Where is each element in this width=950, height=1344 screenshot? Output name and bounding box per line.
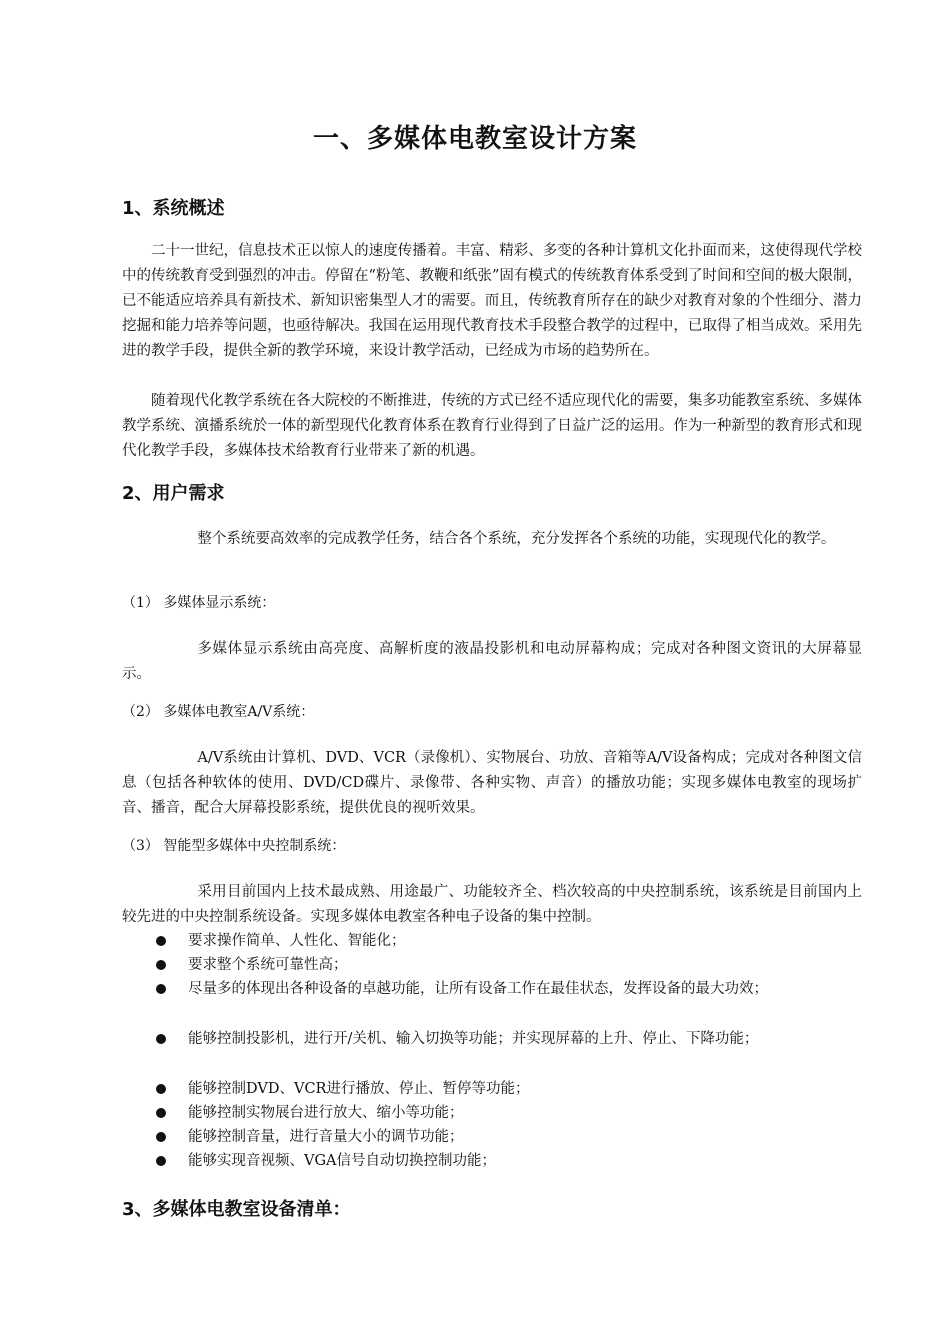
bullet-text: 能够实现音视频、VGA信号自动切换控制功能； (188, 1153, 497, 1169)
bullet-dot-icon (156, 984, 166, 994)
central-control-text: 采用目前国内上技术最成熟、用途最广、功能较齐全、档次较高的中央控制系统，该系统是目前国内上较先进的中央控制系统设备。实现多媒体电教室各种电子设备的集中控制。 (122, 884, 862, 925)
section-heading-overview: 1、系统概述 (122, 198, 225, 219)
bullet-item (122, 953, 862, 977)
bullet-dot-icon (156, 960, 166, 970)
section-heading-equipment-list: 3、多媒体电教室设备清单： (122, 1199, 351, 1220)
overview-paragraph-1: 二十一世纪，信息技术正以惊人的速度传播着。丰富、精彩、多变的各种计算机文化扑面而来，这使得现代学校中的传统教育受到强烈的冲击。停留在“粉笔、教鞭和纸张”固有模式的传统教育体系受到了时间和空间的极大限制，已不能适应培养具有新技术、新知识密集型人才的需要。而且，传统教育所存在的缺少对教育对象的个性细分、潜力挖掘和能力培养等问题，也亟待解决。我国在运用现代教育技术手段整合教学的过程中，已取得了相当成效。采用先进的教学手段，提供全新的教学环境，来设计教学活动，已经成为市场的趋势所在。 (122, 243, 862, 359)
bullet-text: 尽量多的体现出各种设备的卓越功能，让所有设备工作在最佳状态，发挥设备的最大功效； (188, 981, 768, 997)
bullet-dot-icon (156, 1108, 166, 1118)
requirements-intro: 整个系统要高效率的完成教学任务，结合各个系统，充分发挥各个系统的功能，实现现代化的教学。 (197, 531, 836, 547)
bullet-item (122, 929, 862, 953)
bullet-item (122, 1149, 862, 1173)
bullet-item (122, 1077, 862, 1101)
bullet-text: 要求整个系统可靠性高； (188, 957, 348, 973)
requirements-bullet-list (122, 929, 862, 1173)
bullet-text: 能够控制投影机，进行开/关机、输入切换等功能；并实现屏幕的上升、停止、下降功能； (188, 1031, 759, 1047)
bullet-text: 能够控制实物展台进行放大、缩小等功能； (188, 1105, 464, 1121)
overview-paragraph-2: 随着现代化教学系统在各大院校的不断推进，传统的方式已经不适应现代化的需要，集多功能教室系统、多媒体教学系统、演播系统於一体的新型现代化教育体系在教育行业得到了日益广泛的运用。作为一种新型的教育形式和现代化教学手段，多媒体技术给教育行业带来了新的机遇。 (122, 393, 862, 459)
bullet-item (122, 1125, 862, 1149)
bullet-text: 要求操作简单、人性化、智能化； (188, 933, 406, 949)
bullet-dot-icon (156, 1084, 166, 1094)
bullet-item (122, 1027, 862, 1051)
bullet-item (122, 977, 862, 1001)
section-heading-requirements: 2、用户需求 (122, 483, 225, 504)
bullet-dot-icon (156, 1132, 166, 1142)
bullet-text: 能够控制DVD、VCR进行播放、停止、暂停等功能； (188, 1081, 530, 1097)
bullet-dot-icon (156, 1156, 166, 1166)
subheading-display-system: （1） 多媒体显示系统： (122, 595, 276, 611)
bullet-item (122, 1101, 862, 1125)
subheading-av-system: （2） 多媒体电教室A/V系统： (122, 704, 315, 720)
subheading-central-control: （3） 智能型多媒体中央控制系统： (122, 838, 346, 854)
bullet-dot-icon (156, 1034, 166, 1044)
display-system-text: 多媒体显示系统由高亮度、高解析度的液晶投影机和电动屏幕构成；完成对各种图文资讯的大屏幕显示。 (122, 641, 862, 682)
bullet-dot-icon (156, 936, 166, 946)
bullet-text: 能够控制音量，进行音量大小的调节功能； (188, 1129, 464, 1145)
page-title: 一、多媒体电教室设计方案 (312, 124, 637, 154)
av-system-text: A/V系统由计算机、DVD、VCR（录像机）、实物展台、功放、音箱等A/V设备构成；完成对各种图文信息（包括各种软体的使用、DVD/CD碟片、录像带、各种实物、声音）的播放功能；实现多媒体电教室的现场扩音、播音，配合大屏幕投影系统，提供优良的视听效果。 (122, 750, 862, 816)
